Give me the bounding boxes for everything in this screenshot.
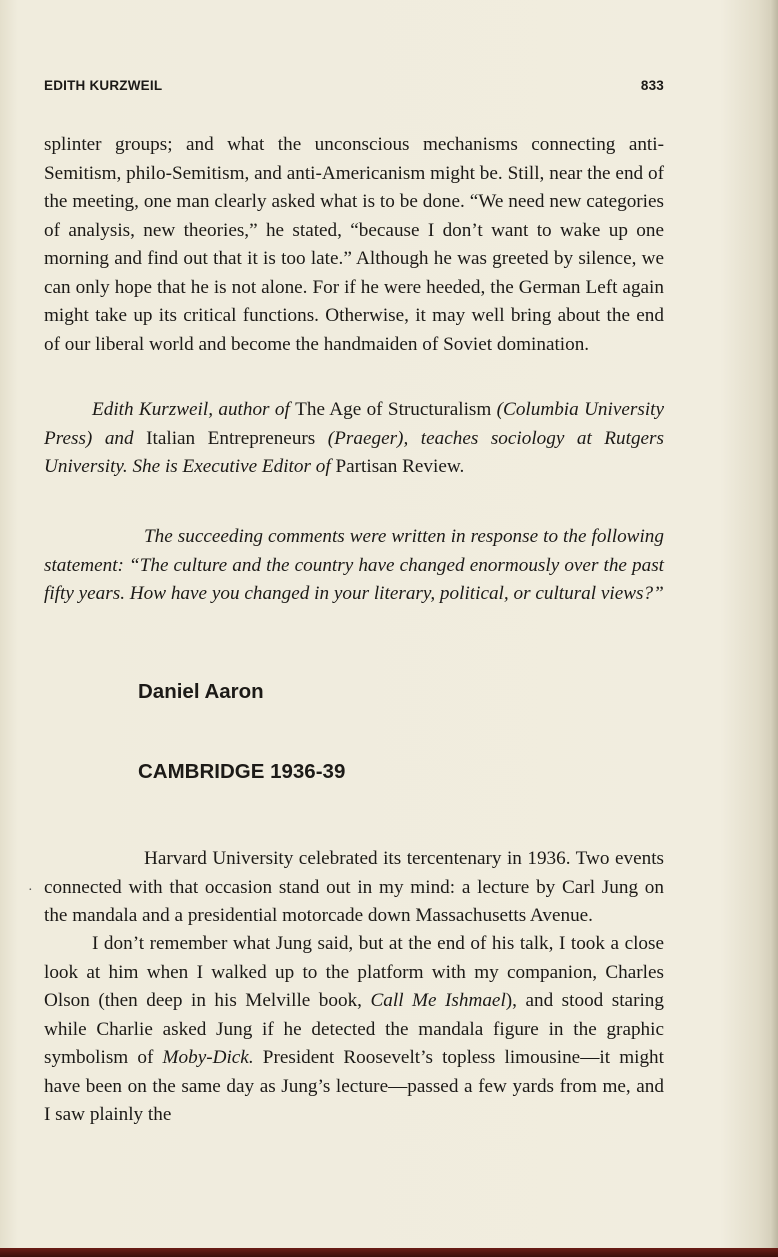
book-title-moby-dick: Moby-Dick.	[162, 1047, 254, 1068]
journal-title-partisan-review: Partisan Review	[335, 456, 460, 477]
book-title-age-of-structuralism: The Age of Structuralism	[295, 399, 492, 420]
book-title-italian-entrepreneurs: Italian Entrepreneurs	[146, 427, 316, 449]
body-paragraph-2: Harvard University celebrated its tercentenary in 1936. Two events connected with that occasion stand out in my mind: a lecture by Carl Jung on the mandala and a presidential motorcade down Massachusetts Avenue.	[44, 848, 664, 926]
paragraph-text: I don’t remember what Jung said, but at the end of his talk, I took a close look at him when I walked up to the platform with my companion, Charles Olson (then deep in his Melville book,	[44, 933, 664, 1011]
contributor-name: Daniel Aaron	[138, 680, 264, 703]
book-cover-edge	[0, 1248, 778, 1257]
symposium-prompt: The succeeding comments were written in response to the following statement: “The culture and the country have changed enormously over the past fifty years. How have you changed in your literary, political, or cultural views?”	[44, 526, 664, 604]
body-paragraph-3	[44, 930, 664, 1130]
page-edge-shadow	[770, 0, 778, 1257]
bio-period: .	[459, 456, 465, 477]
bio-text: Edith Kurzweil, author of	[92, 399, 296, 420]
section-title: CAMBRIDGE 1936-39	[138, 760, 346, 783]
running-head-author: EDITH KURZWEIL	[44, 78, 163, 93]
paragraph-text: ), and stood staring while Charlie asked Jung if he detected the mandala figure in the graphic symbolism of	[44, 990, 664, 1068]
bio-text: (Praeger), teaches sociology at Rutgers University. She is Executive Editor of	[44, 427, 664, 477]
running-head	[44, 78, 664, 98]
page-number: 833	[640, 78, 664, 93]
body-paragraph-1: splinter groups; and what the unconscious mechanisms connecting anti-Semitism, philo-Semitism, and anti-Americanism might be. Still, near the end of the meeting, one man clearly asked what is to be done. “We need new categories of analysis, new theories,” he stated, “because I don’t want to wake up one morning and find out that it is too late.” Although he was greeted by silence, we can only hope that he is not alone. For if he were heeded, the German Left again might take up its critical functions. Otherwise, it may well bring about the end of our liberal world and become the handmaiden of Soviet domination.	[44, 134, 664, 355]
paragraph-text: President Roosevelt’s topless limousine—it might have been on the same day as Jung’s lecture—passed a few yards from me, and I saw plainly the	[44, 1047, 664, 1125]
margin-mark: ·	[28, 883, 33, 898]
bio-text: (Columbia University Press) and	[44, 399, 664, 449]
book-title-call-me-ishmael: Call Me Ishmael	[370, 990, 506, 1011]
author-bio	[44, 396, 664, 482]
